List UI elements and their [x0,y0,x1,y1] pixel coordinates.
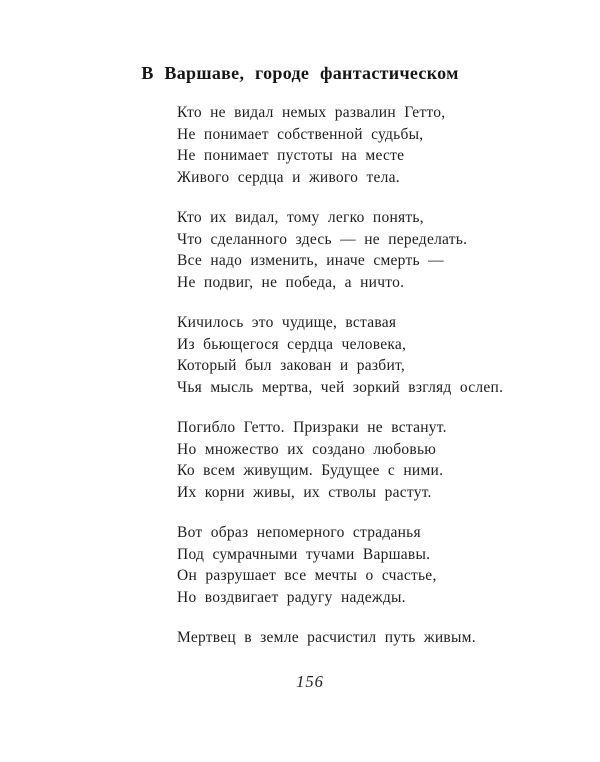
poem-stanza [177,207,560,293]
poem-line: Все надо изменить, иначе смерть — [177,252,444,269]
poem-stanza [177,312,560,398]
poem-line: Живого сердца и живого тела. [177,168,400,186]
poem-title: В Варшаве, городе фантастическом [141,63,459,83]
page-number: 156 [296,671,324,691]
poem-line: Мертвец в земле расчистил путь живым. [177,629,476,646]
poem-line: Кто не видал немых развалин Гетто, [177,104,446,121]
poem-line: Не понимает пустоты на месте [177,147,405,164]
poem-line: Их корни живы, их стволы растут. [177,483,432,501]
poem-line: Который был закован и разбит, [177,357,405,374]
poem-line: Но множество их создано любовью [177,440,437,458]
poem-line: Кичилось это чудище, вставая [177,314,397,331]
poem-line: Не подвиг, не победа, а ничто. [177,273,405,291]
poem-body [177,102,560,649]
poem-line: Ко всем живущим. Будущее с ними. [177,462,444,479]
poem-stanza [177,417,560,503]
poem-line: Вот образ непомерного страданья [177,524,421,541]
poem-line: Он разрушает все мечты о счастье, [177,567,437,584]
poem-stanza [177,102,560,188]
poem-line: Из бьющегося сердца человека, [177,335,407,353]
poem-line: Но воздвигает радугу надежды. [177,588,406,606]
poem-line: Что сделанного здесь — не переделать. [177,230,468,248]
poem-line: Не понимает собственной судьбы, [177,125,424,143]
poem-line: Погибло Гетто. Призраки не встанут. [177,419,447,436]
poem-line: Под сумрачными тучами Варшавы. [177,545,431,563]
poem-line: Чья мысль мертва, чей зоркий взгляд ослеп. [177,378,504,396]
poem-stanza [177,522,560,608]
poem-stanza [177,627,560,649]
poem-line: Кто их видал, тому легко понять, [177,209,424,226]
